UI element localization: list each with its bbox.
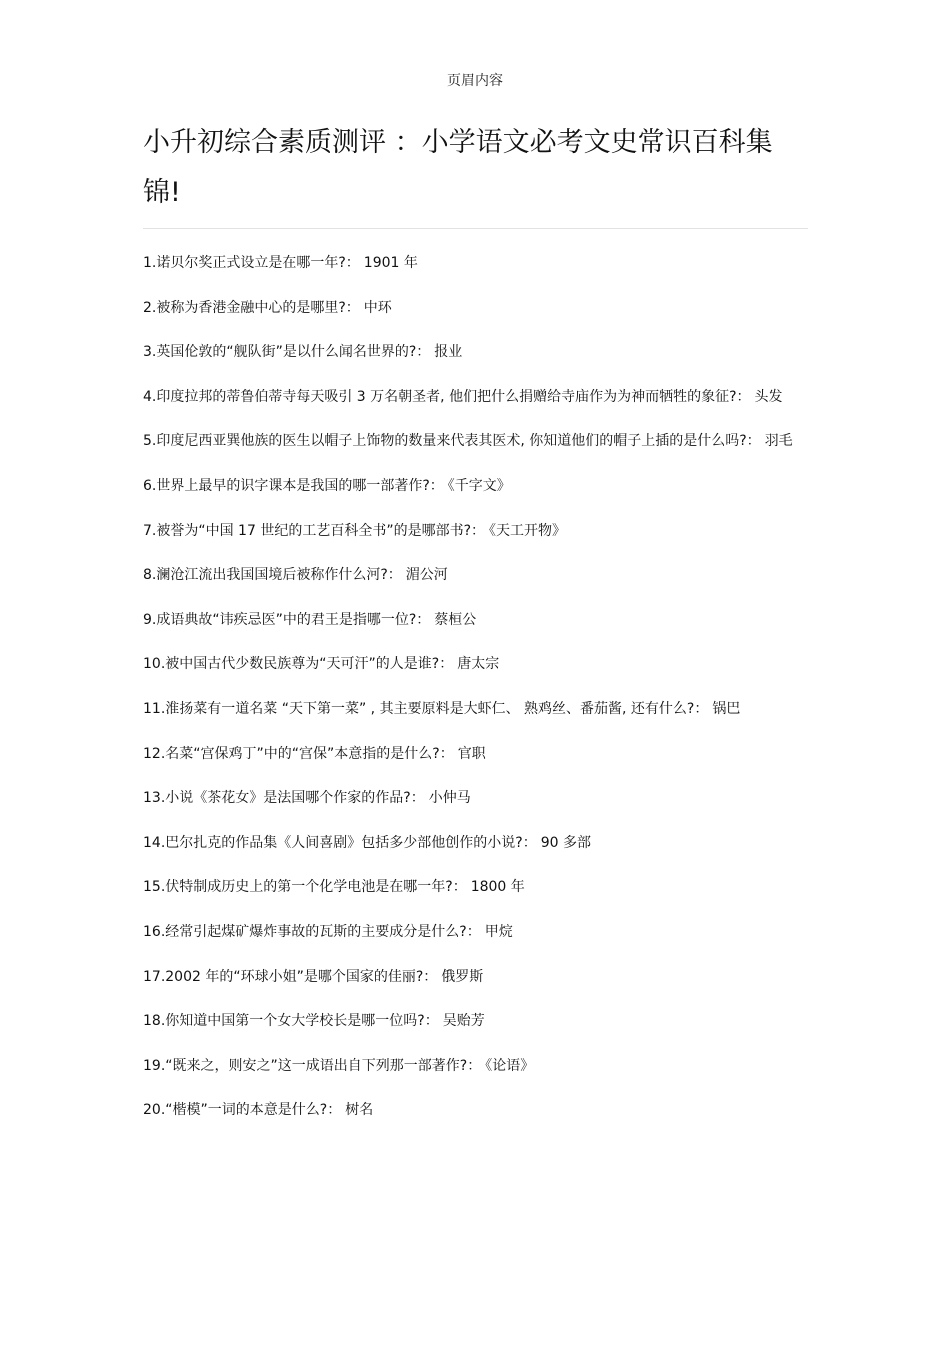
list-item — [143, 250, 808, 276]
list-item — [143, 1053, 808, 1079]
list-item — [143, 1097, 808, 1123]
question-text: 19.“既来之，则安之”这一成语出自下列那一部著作?： — [143, 1057, 482, 1074]
answer-text: 1800 年 — [470, 879, 525, 896]
question-text: 20.“楷模”一词的本意是什么?： — [143, 1102, 342, 1119]
question-list — [143, 250, 808, 1142]
question-text: 3.英国伦敦的“舰队街”是以什么闻名世界的?： — [143, 344, 431, 361]
list-item — [143, 919, 808, 945]
question-text: 15.伏特制成历史上的第一个化学电池是在哪一年?： — [143, 879, 467, 896]
question-text: 13.小说《茶花女》是法国哪个作家的作品?： — [143, 790, 425, 807]
list-item — [143, 518, 808, 544]
answer-text: 官职 — [457, 745, 486, 762]
list-item — [143, 428, 808, 454]
answer-text: 羽毛 — [764, 433, 793, 450]
list-item — [143, 874, 808, 900]
answer-text: 俄罗斯 — [441, 968, 484, 985]
question-text: 12.名菜“宫保鸡丁”中的“宫保”本意指的是什么?： — [143, 745, 454, 762]
list-item — [143, 741, 808, 767]
question-text: 18.你知道中国第一个女大学校长是哪一位吗?： — [143, 1013, 439, 1030]
answer-text: 90 多部 — [540, 834, 591, 851]
question-text: 4.印度拉邦的蒂鲁伯蒂寺每天吸引 3 万名朝圣者, 他们把什么捐赠给寺庙作为为神而牺牲的象征?： — [143, 388, 751, 405]
answer-text: 《千字文》 — [447, 477, 511, 494]
answer-text: 中环 — [363, 299, 392, 316]
question-text: 11.淮扬菜有一道名菜 “天下第一菜” , 其主要原料是大虾仁、 熟鸡丝、番茄酱, 还有什么?： — [143, 700, 709, 717]
answer-text: 蔡桓公 — [434, 611, 477, 628]
list-item — [143, 562, 808, 588]
question-text: 5.印度尼西亚巽他族的医生以帽子上饰物的数量来代表其医术, 你知道他们的帽子上插的是什么吗?： — [143, 433, 761, 450]
question-text: 9.成语典故“讳疾忌医”中的君王是指哪一位?： — [143, 611, 431, 628]
answer-text: 甲烷 — [484, 923, 513, 940]
list-item — [143, 384, 808, 410]
list-item — [143, 473, 808, 499]
list-item — [143, 1008, 808, 1034]
question-text: 16.经常引起煤矿爆炸事故的瓦斯的主要成分是什么?： — [143, 923, 481, 940]
question-text: 17.2002 年的“环球小姐”是哪个国家的佳丽?： — [143, 968, 438, 985]
question-text: 8.澜沧江流出我国国境后被称作什么河?： — [143, 567, 402, 584]
answer-text: 1901 年 — [363, 255, 418, 271]
answer-text: 头发 — [754, 388, 783, 405]
answer-text: 吴贻芳 — [442, 1013, 485, 1030]
answer-text: 锅巴 — [712, 700, 741, 717]
answer-text: 树名 — [345, 1102, 374, 1119]
question-text: 1.诺贝尔奖正式设立是在哪一年?： — [143, 255, 360, 271]
list-item — [143, 785, 808, 811]
answer-text: 唐太宗 — [457, 656, 500, 673]
answer-text: 报业 — [434, 344, 463, 361]
list-item — [143, 607, 808, 633]
list-item — [143, 696, 808, 722]
question-text: 10.被中国古代少数民族尊为“天可汗”的人是谁?： — [143, 656, 454, 673]
list-item — [143, 964, 808, 990]
question-text: 14.巴尔扎克的作品集《人间喜剧》包括多少部他创作的小说?： — [143, 834, 537, 851]
list-item — [143, 339, 808, 365]
list-item — [143, 830, 808, 856]
page-header: 页眉内容 — [447, 73, 503, 89]
question-text: 2.被称为香港金融中心的是哪里?： — [143, 299, 360, 316]
answer-text: 小仲马 — [428, 790, 471, 807]
question-text: 7.被誉为“中国 17 世纪的工艺百科全书”的是哪部书?： — [143, 522, 486, 539]
answer-text: 湄公河 — [405, 567, 448, 584]
question-text: 6.世界上最早的识字课本是我国的哪一部著作?： — [143, 477, 444, 494]
answer-text: 《天工开物》 — [489, 522, 567, 539]
document-title: 小升初综合素质测评 ：小学语文必考文史常识百科集锦! — [143, 127, 773, 208]
title-divider — [143, 228, 808, 229]
answer-text: 《论语》 — [485, 1057, 535, 1074]
list-item — [143, 651, 808, 677]
list-item — [143, 295, 808, 321]
